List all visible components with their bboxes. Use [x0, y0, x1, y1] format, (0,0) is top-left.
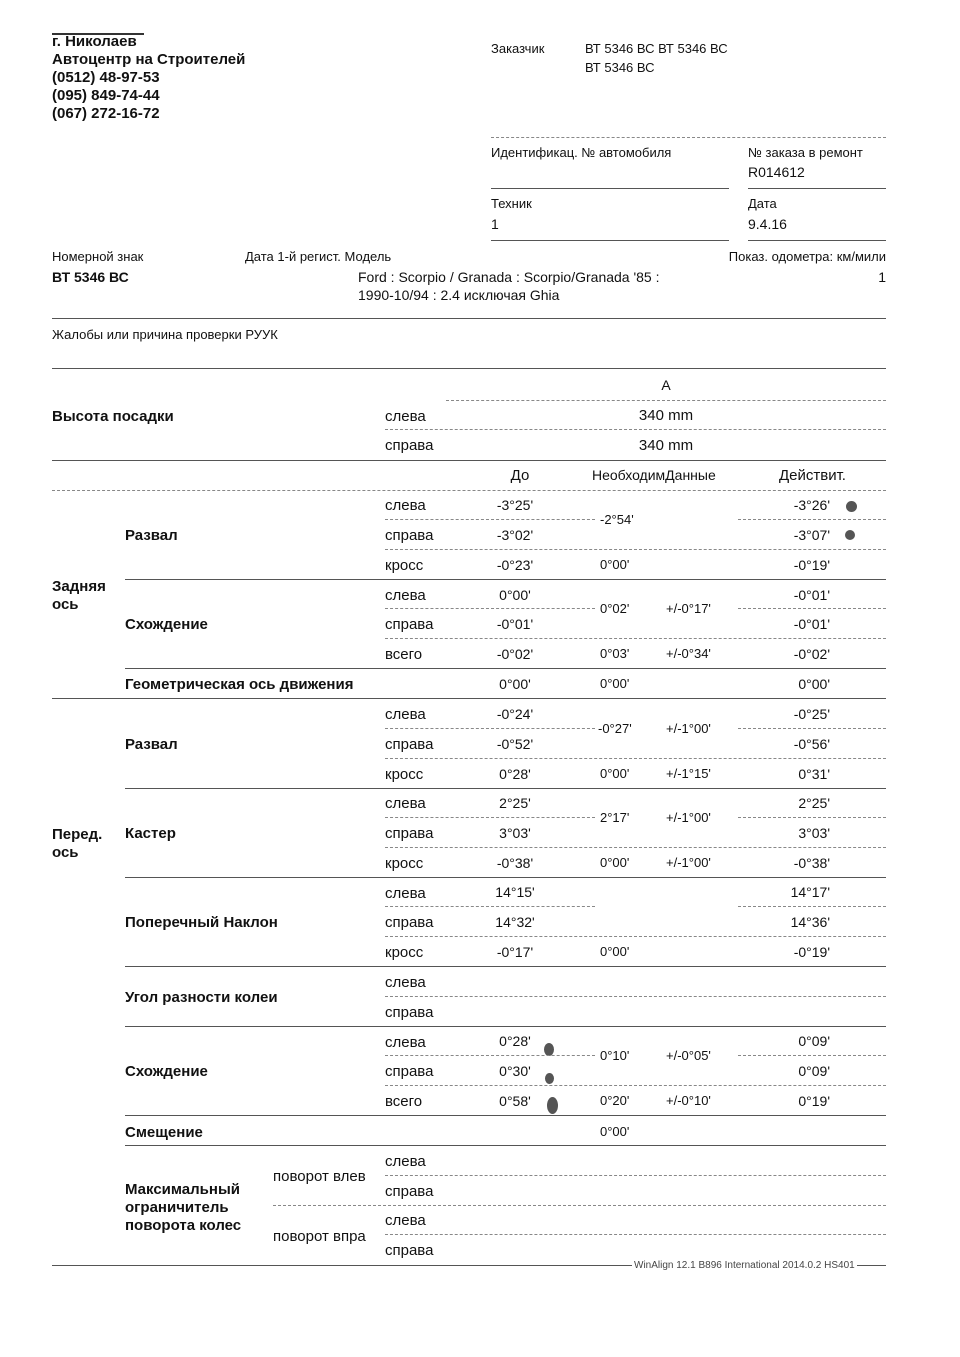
divider — [385, 996, 886, 997]
rear-camber-left-before: -3°25' — [496, 497, 534, 513]
divider — [385, 758, 886, 759]
sai-left-actual: 14°17' — [790, 884, 830, 900]
side-label-right: справа — [385, 1063, 434, 1080]
divider — [52, 460, 886, 461]
toe-out-on-turns-label: Угол разности колеи — [125, 989, 278, 1006]
front-camber-left-actual: -0°25' — [793, 706, 830, 722]
customer-value-2: ВТ 5346 ВС — [585, 60, 655, 75]
divider — [738, 519, 886, 520]
technician-label: Техник — [491, 196, 532, 211]
rear-toe-right-before: -0°01' — [496, 616, 534, 632]
side-label-total: всего — [385, 646, 423, 663]
rear-camber-spec: -2°54' — [600, 512, 634, 527]
divider — [125, 788, 886, 789]
side-label-right: справа — [385, 825, 434, 842]
divider — [385, 936, 886, 937]
ride-height-right-label: справа — [385, 437, 434, 454]
divider — [748, 240, 886, 241]
sai-left-before: 14°15' — [495, 884, 535, 900]
reg-model-label: Дата 1-й регист. Модель — [245, 249, 392, 264]
side-label-left: слева — [385, 706, 426, 723]
front-toe-left-before: 0°28' — [499, 1033, 531, 1049]
marker-dot — [845, 530, 855, 540]
rear-camber-cross-spec: 0°00' — [600, 557, 630, 572]
front-camber-tolerance: +/-1°00' — [666, 721, 711, 736]
rear-camber-cross-actual: -0°19' — [793, 557, 830, 573]
side-label-right: справа — [385, 1004, 434, 1021]
side-label-right: справа — [385, 527, 434, 544]
side-label-right: справа — [385, 914, 434, 931]
plate-label: Номерной знак — [52, 249, 144, 264]
caster-left-actual: 2°25' — [798, 795, 830, 811]
divider — [385, 519, 595, 520]
marker-dot — [545, 1073, 554, 1084]
front-camber-cross-spec: 0°00' — [600, 766, 630, 781]
front-camber-left-before: -0°24' — [496, 706, 534, 722]
ride-height-label: Высота посадки — [52, 408, 174, 425]
front-toe-tolerance: +/-0°05' — [666, 1048, 711, 1063]
ride-height-left-value: 340 mm — [638, 407, 694, 424]
side-label-cross: кросс — [385, 855, 424, 872]
front-toe-label: Схождение — [125, 1063, 208, 1080]
rear-toe-spec: 0°02' — [600, 601, 630, 616]
service-center-name: Автоцентр на Строителей — [52, 51, 246, 68]
rear-toe-tolerance: +/-0°17' — [666, 601, 711, 616]
column-a-header: A — [661, 377, 671, 393]
column-spec-header — [592, 467, 738, 483]
thrust-angle-spec: 0°00' — [600, 676, 630, 691]
technician-value: 1 — [491, 216, 499, 232]
caster-label: Кастер — [125, 825, 176, 842]
divider — [385, 847, 886, 848]
odometer-label: Показ. одометра: км/мили — [728, 249, 886, 264]
divider — [125, 579, 886, 580]
setback-spec: 0°00' — [600, 1124, 630, 1139]
side-label-left: слева — [385, 587, 426, 604]
divider — [491, 188, 729, 189]
divider — [385, 1234, 886, 1235]
thrust-angle-before: 0°00' — [499, 676, 531, 692]
phone-2: (095) 849-74-44 — [52, 87, 160, 104]
side-label-left: слева — [385, 1034, 426, 1051]
order-number: R014612 — [748, 164, 805, 180]
side-label-left: слева — [385, 1153, 426, 1170]
divider — [446, 400, 886, 401]
marker-dot — [547, 1097, 558, 1114]
rear-camber-left-actual: -3°26' — [793, 497, 830, 513]
column-before-header: До — [510, 467, 530, 484]
divider — [738, 728, 886, 729]
front-camber-right-actual: -0°56' — [793, 736, 830, 752]
front-axle-label: Перед. — [52, 826, 103, 843]
rear-toe-total-actual: -0°02' — [793, 646, 830, 662]
front-toe-left-actual: 0°09' — [798, 1033, 830, 1049]
rear-toe-left-actual: -0°01' — [793, 587, 830, 603]
rear-toe-total-spec: 0°03' — [600, 646, 630, 661]
marker-dot — [846, 501, 857, 512]
odometer-value: 1 — [878, 269, 886, 285]
divider — [52, 318, 886, 319]
side-label-total: всего — [385, 1093, 423, 1110]
rear-camber-label: Развал — [125, 527, 178, 544]
divider — [385, 817, 595, 818]
rear-toe-total-before: -0°02' — [496, 646, 534, 662]
divider — [52, 698, 886, 699]
front-camber-cross-before: 0°28' — [499, 766, 531, 782]
thrust-angle-actual: 0°00' — [798, 676, 830, 692]
rear-camber-cross-before: -0°23' — [496, 557, 534, 573]
column-actual-header: Действит. — [779, 467, 846, 484]
turn-right-label: поворот впра — [273, 1228, 366, 1245]
divider — [385, 728, 595, 729]
divider — [385, 1175, 886, 1176]
side-label-cross: кросс — [385, 557, 424, 574]
side-label-left: слева — [385, 497, 426, 514]
side-label-left: слева — [385, 885, 426, 902]
caster-right-before: 3°03' — [499, 825, 531, 841]
thrust-angle-label: Геометрическая ось движения — [125, 676, 354, 693]
divider — [385, 549, 886, 550]
rear-axle-label: Задняя — [52, 578, 106, 595]
city: г. Николаев — [52, 33, 137, 50]
model-line-1: Ford : Scorpio / Granada : Scorpio/Granada '85 : — [358, 269, 660, 285]
phone-1: (0512) 48-97-53 — [52, 69, 160, 86]
max-turn-label-2: ограничитель — [125, 1199, 229, 1216]
divider — [125, 1115, 886, 1116]
caster-left-before: 2°25' — [499, 795, 531, 811]
side-label-right: справа — [385, 736, 434, 753]
ride-height-left-label: слева — [385, 408, 426, 425]
front-toe-right-before: 0°30' — [499, 1063, 531, 1079]
caster-cross-spec: 0°00' — [600, 855, 630, 870]
divider — [125, 877, 886, 878]
rear-axle-label-2: ось — [52, 596, 79, 613]
customer-value-1: ВТ 5346 ВС ВТ 5346 ВС — [585, 41, 728, 56]
divider — [385, 608, 595, 609]
front-camber-cross-actual: 0°31' — [798, 766, 830, 782]
sai-right-actual: 14°36' — [790, 914, 830, 930]
side-label-right: справа — [385, 616, 434, 633]
max-turn-label-1: Максимальный — [125, 1181, 240, 1198]
divider — [491, 137, 886, 138]
divider — [385, 638, 886, 639]
rear-toe-label: Схождение — [125, 616, 208, 633]
sai-cross-spec: 0°00' — [600, 944, 630, 959]
divider — [52, 33, 144, 35]
column-data-header: Данные — [665, 467, 716, 483]
side-label-left: слева — [385, 974, 426, 991]
caster-spec: 2°17' — [600, 810, 630, 825]
setback-label: Смещение — [125, 1124, 203, 1141]
front-toe-total-before: 0°58' — [499, 1093, 531, 1109]
caster-cross-actual: -0°38' — [793, 855, 830, 871]
divider — [491, 240, 729, 241]
rear-toe-left-before: 0°00' — [499, 587, 531, 603]
sai-cross-before: -0°17' — [496, 944, 534, 960]
caster-tolerance: +/-1°00' — [666, 810, 711, 825]
divider — [52, 490, 886, 491]
caster-cross-tolerance: +/-1°00' — [666, 855, 711, 870]
caster-cross-before: -0°38' — [496, 855, 534, 871]
divider — [738, 608, 886, 609]
sai-cross-actual: -0°19' — [793, 944, 830, 960]
phone-3: (067) 272-16-72 — [52, 105, 160, 122]
sai-label: Поперечный Наклон — [125, 914, 278, 931]
front-camber-label: Развал — [125, 736, 178, 753]
divider — [125, 1145, 886, 1146]
side-label-cross: кросс — [385, 944, 424, 961]
divider — [385, 1085, 886, 1086]
front-camber-cross-tolerance: +/-1°15' — [666, 766, 711, 781]
front-toe-total-spec: 0°20' — [600, 1093, 630, 1108]
column-required-header: Необходим — [592, 467, 666, 483]
rear-camber-right-actual: -3°07' — [793, 527, 830, 543]
customer-label: Заказчик — [491, 41, 545, 56]
divider — [385, 1055, 595, 1056]
rear-toe-total-tolerance: +/-0°34' — [666, 646, 711, 661]
divider — [385, 906, 595, 907]
plate-value: ВТ 5346 ВС — [52, 269, 129, 285]
date-label: Дата — [748, 196, 777, 211]
ride-height-right-value: 340 mm — [638, 437, 694, 454]
front-camber-right-before: -0°52' — [496, 736, 534, 752]
side-label-right: справа — [385, 1183, 434, 1200]
complaints-label: Жалобы или причина проверки РУУК — [52, 327, 278, 342]
rear-camber-right-before: -3°02' — [496, 527, 534, 543]
front-toe-right-actual: 0°09' — [798, 1063, 830, 1079]
max-turn-label-3: поворота колес — [125, 1217, 242, 1234]
vin-label: Идентификац. № автомобиля — [491, 145, 672, 160]
divider — [273, 1205, 886, 1206]
sai-right-before: 14°32' — [495, 914, 535, 930]
divider — [52, 368, 886, 369]
divider — [738, 906, 886, 907]
caster-right-actual: 3°03' — [798, 825, 830, 841]
front-toe-total-tolerance: +/-0°10' — [666, 1093, 711, 1108]
divider — [738, 817, 886, 818]
divider — [125, 1026, 886, 1027]
front-camber-spec: -0°27' — [598, 721, 632, 736]
divider — [125, 966, 886, 967]
side-label-left: слева — [385, 1212, 426, 1229]
order-label: № заказа в ремонт — [748, 145, 863, 160]
turn-left-label: поворот влев — [273, 1168, 366, 1185]
divider — [385, 429, 886, 430]
model-line-2: 1990-10/94 : 2.4 исключая Ghia — [358, 287, 560, 303]
rear-toe-right-actual: -0°01' — [793, 616, 830, 632]
front-toe-spec: 0°10' — [600, 1048, 630, 1063]
divider — [738, 1055, 886, 1056]
divider — [748, 188, 886, 189]
software-footer: WinAlign 12.1 B896 International 2014.0.2 HS401 — [634, 1260, 855, 1271]
side-label-cross: кросс — [385, 766, 424, 783]
side-label-right: справа — [385, 1242, 434, 1259]
front-axle-label-2: ось — [52, 844, 79, 861]
side-label-left: слева — [385, 795, 426, 812]
divider — [125, 668, 886, 669]
front-toe-total-actual: 0°19' — [798, 1093, 830, 1109]
date-value: 9.4.16 — [748, 216, 787, 232]
